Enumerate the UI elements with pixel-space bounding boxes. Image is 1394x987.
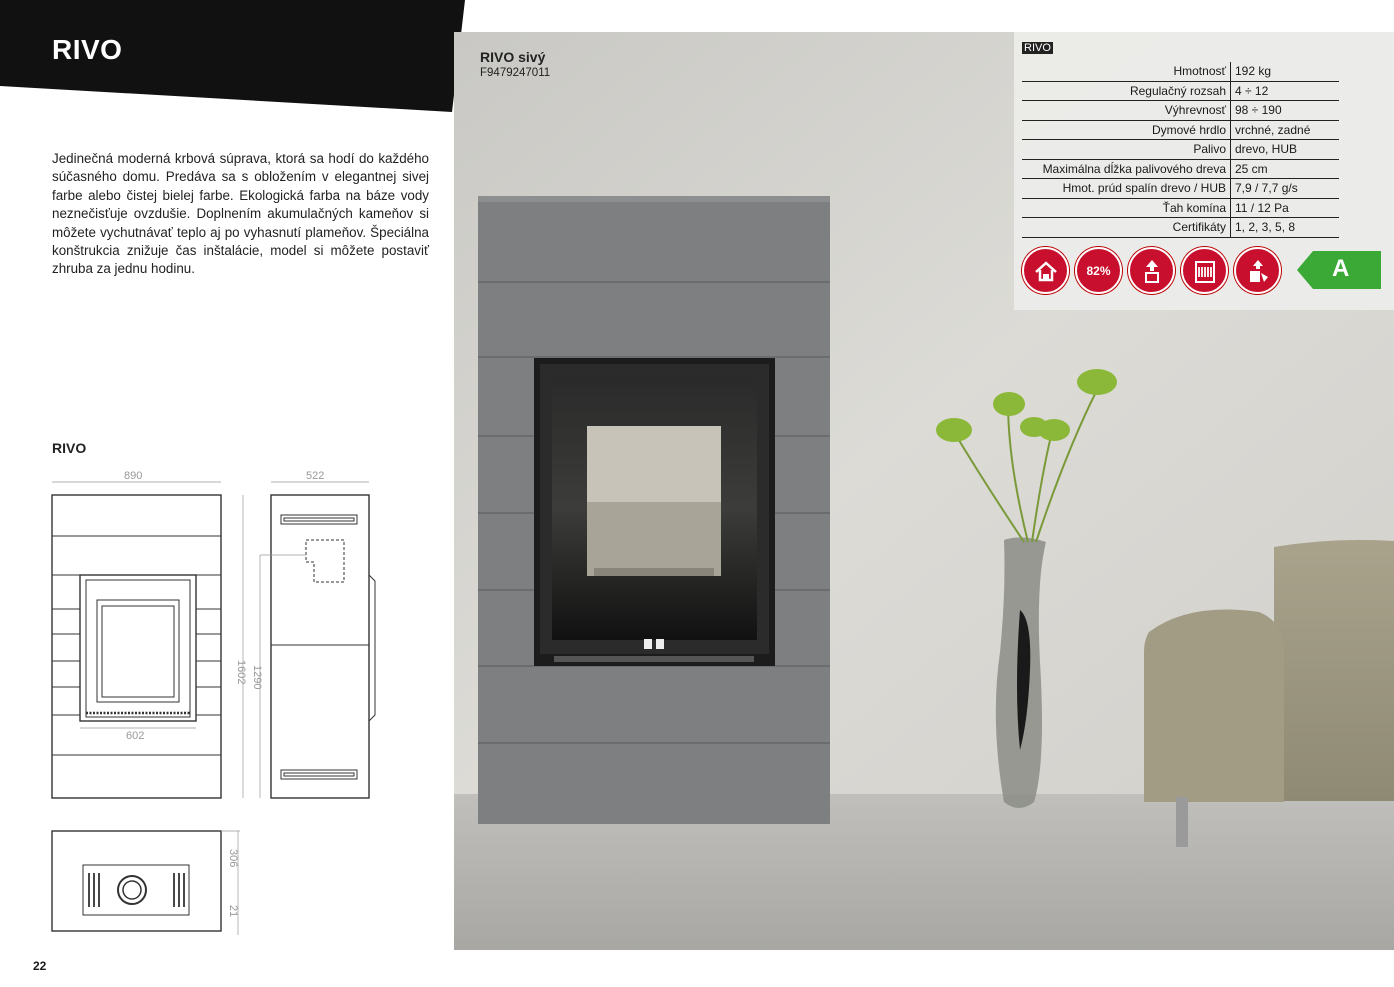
- page-number: 22: [33, 959, 47, 973]
- spec-key: Certifikáty: [1022, 218, 1231, 238]
- dim-flue-bottom: 21: [227, 905, 239, 918]
- energy-class-label: A: [1332, 255, 1350, 282]
- fuel-wood-icon: [1234, 247, 1281, 294]
- flue-top-icon: [1128, 247, 1175, 294]
- spec-row: [1022, 179, 1339, 199]
- spec-value: 192 kg: [1231, 62, 1340, 81]
- spec-row: [1022, 159, 1339, 179]
- product-name: RIVO sivý: [480, 49, 546, 65]
- spec-table: [1022, 62, 1339, 238]
- spec-key: Hmotnosť: [1022, 62, 1231, 81]
- dim-inner-height: 1290: [251, 665, 263, 690]
- efficiency-badge-icon: 82%: [1075, 247, 1122, 294]
- spec-value: 98 ÷ 190: [1231, 101, 1340, 121]
- spec-value: 1, 2, 3, 5, 8: [1231, 218, 1340, 238]
- spec-row: [1022, 198, 1339, 218]
- house-heat-icon: [1022, 247, 1069, 294]
- dim-depth: 522: [306, 470, 325, 482]
- drawing-title: RIVO: [52, 440, 87, 456]
- spec-row: [1022, 62, 1339, 81]
- dim-height: 1602: [235, 660, 247, 685]
- spec-row: [1022, 101, 1339, 121]
- spec-key: Maximálna dĺžka palivového dreva: [1022, 159, 1231, 179]
- spec-value: drevo, HUB: [1231, 140, 1340, 160]
- spec-row: [1022, 81, 1339, 101]
- spec-key: Palivo: [1022, 140, 1231, 160]
- dim-width: 890: [124, 470, 143, 482]
- heat-storage-icon: [1181, 247, 1228, 294]
- page-title: RIVO: [52, 34, 123, 65]
- spec-key: Regulačný rozsah: [1022, 81, 1231, 101]
- spec-key: Výhrevnosť: [1022, 101, 1231, 121]
- spec-key: Ťah komína: [1022, 198, 1231, 218]
- spec-row: [1022, 140, 1339, 160]
- title-banner: [0, 0, 465, 115]
- product-code: F9479247011: [480, 67, 551, 79]
- product-description: Jedinečná moderná krbová súprava, ktorá sa hodí do každého súčasného domu. Predáva sa s obložením v elegantnej sivej farbe alebo čistej bielej farbe. Ekologická farba na báze vody neznečisťuje ovzdušie. Doplnením akumulačných kameňov si môžete vychutnávať teplo aj po vyhasnutí plameňov. Špeciálna konštrukcia znižuje čas inštalácie, model si môžete postaviť zhruba za jednu hodinu.: [52, 151, 429, 277]
- spec-value: 11 / 12 Pa: [1231, 198, 1340, 218]
- technical-drawing: [40, 465, 380, 950]
- dim-door-width: 602: [126, 730, 145, 742]
- spec-key: Dymové hrdlo: [1022, 120, 1231, 140]
- spec-label: RIVO: [1024, 42, 1051, 54]
- spec-row: [1022, 218, 1339, 238]
- spec-value: vrchné, zadné: [1231, 120, 1340, 140]
- spec-row: [1022, 120, 1339, 140]
- spec-value: 4 ÷ 12: [1231, 81, 1340, 101]
- spec-key: Hmot. prúd spalín drevo / HUB: [1022, 179, 1231, 199]
- spec-value: 25 cm: [1231, 159, 1340, 179]
- spec-value: 7,9 / 7,7 g/s: [1231, 179, 1340, 199]
- dim-flue-offset: 306: [227, 849, 239, 868]
- spec-panel: [1014, 32, 1394, 310]
